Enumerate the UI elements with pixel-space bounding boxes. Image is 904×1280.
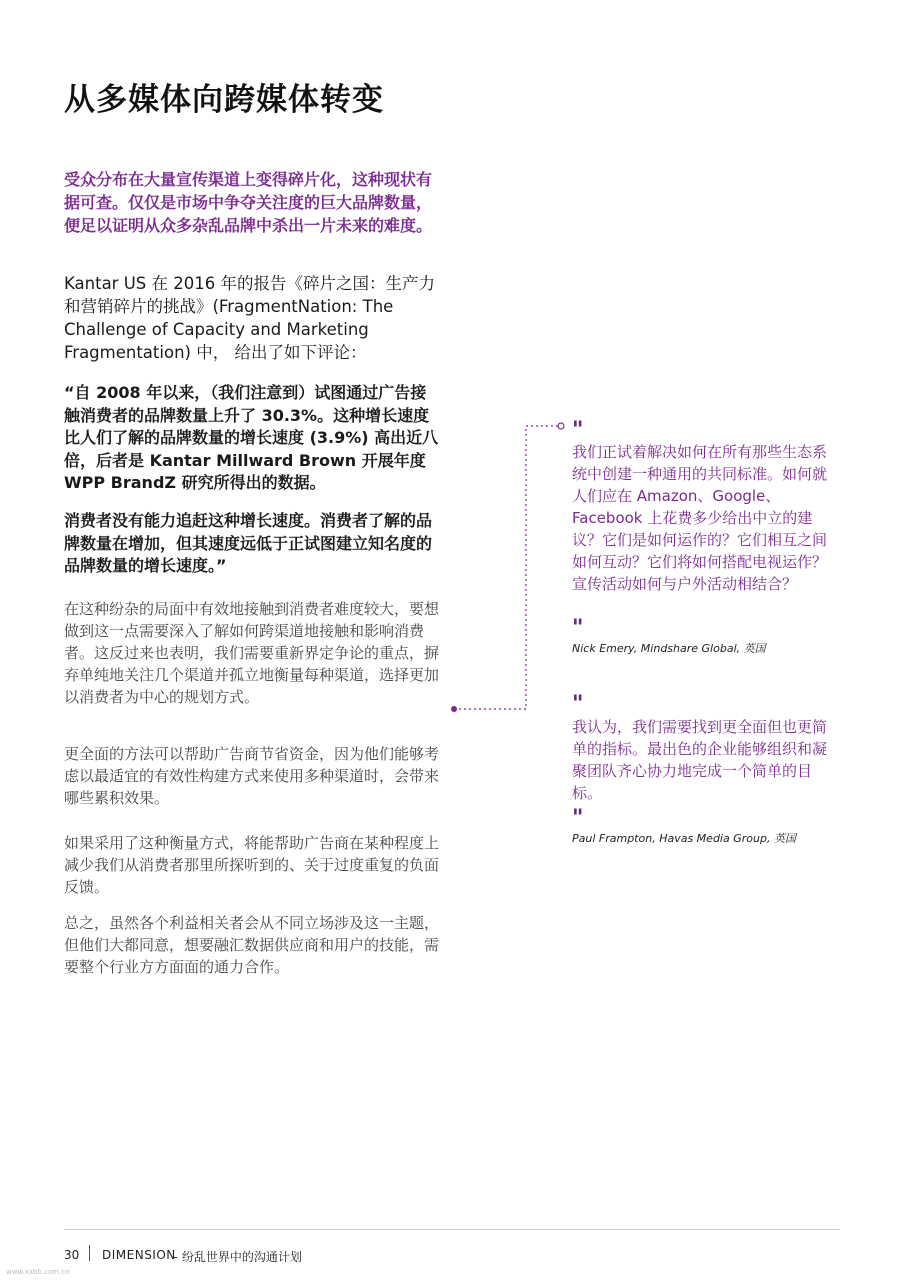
footer-divider xyxy=(64,1229,840,1230)
body-paragraph-2: 更全面的方法可以帮助广告商节省资金，因为他们能够考虑以最适宜的有效性构建方式来使用多种渠道时，会带来哪些累积效果。 xyxy=(64,745,440,807)
body-paragraph-4: 总之，虽然各个利益相关者会从不同立场涉及这一主题，但他们大都同意，想要融汇数据供应商和用户的技能，需要整个行业方方面面的通力合作。 xyxy=(64,914,440,976)
body-paragraph-3: 如果采用了这种衡量方式，将能帮助广告商在某种程度上减少我们从消费者那里所探听到的、关于过度重复的负面反馈。 xyxy=(64,834,440,896)
intro-paragraph: Kantar US 在 2016 年的报告《碎片之国：生产力和营销碎片的挑战》(FragmentNation: The Challenge of Capacity and Marketing Fragmentation) 中， 给出了如下评论： xyxy=(64,274,435,362)
footer-brand: DIMENSION xyxy=(102,1248,176,1262)
footer-separator xyxy=(89,1245,90,1261)
quote-paragraph-1: “自 2008 年以来，（我们注意到）试图通过广告接触消费者的品牌数量上升了 30.3%。这种增长速度比人们了解的品牌数量的增长速度 (3.9%) 高出近八倍，后者是 Kantar Millward Brown 开展年度 WPP BrandZ 研究所得出的数据。 xyxy=(64,383,439,492)
footer-subtitle: – 纷乱世界中的沟通计划 xyxy=(172,1250,302,1264)
connector-dot-start xyxy=(451,706,457,712)
side-quote-1-attribution: Nick Emery, Mindshare Global, 英国 xyxy=(572,642,766,655)
page-number: 30 xyxy=(64,1248,80,1262)
open-quote-icon: " xyxy=(572,692,582,717)
close-quote-icon: " xyxy=(572,806,582,831)
lead-paragraph: 受众分布在大量宣传渠道上变得碎片化，这种现状有据可查。仅仅是市场中争夺关注度的巨大品牌数量，便足以证明从众多杂乱品牌中杀出一片未来的难度。 xyxy=(64,170,433,235)
connector-dot-end xyxy=(558,423,564,429)
side-quote-1: 我们正试着解决如何在所有那些生态系统中创建一种通用的共同标准。如何就人们应在 Amazon、Google、Facebook 上花费多少给出中立的建议？它们是如何运作的？它们相互之间如何互动？它们将如何搭配电视运作？宣传活动如何与户外活动相结合？ xyxy=(572,443,828,593)
page-title: 从多媒体向跨媒体转变 xyxy=(64,82,384,118)
open-quote-icon: " xyxy=(572,418,582,443)
body-paragraph-1: 在这种纷杂的局面中有效地接触到消费者难度较大，要想做到这一点需要深入了解如何跨渠道地接触和影响消费者。这反过来也表明，我们需要重新界定争论的重点，摒弃单纯地关注几个渠道并孤立地衡量每种渠道，选择更加以消费者为中心的规划方式。 xyxy=(64,600,440,706)
close-quote-icon: " xyxy=(572,616,582,641)
watermark: www.xxbb.com.cn xyxy=(6,1268,70,1276)
quote-paragraph-2: 消费者没有能力追赶这种增长速度。消费者了解的品牌数量在增加，但其速度远低于正试图建立知名度的品牌数量的增长速度。” xyxy=(64,511,433,575)
side-quote-2: 我认为，我们需要找到更全面但也更简单的指标。最出色的企业能够组织和凝聚团队齐心协力地完成一个简单的目标。 xyxy=(572,718,828,802)
side-quote-2-attribution: Paul Frampton, Havas Media Group, 英国 xyxy=(572,832,796,845)
quote-connector-line xyxy=(440,410,570,715)
